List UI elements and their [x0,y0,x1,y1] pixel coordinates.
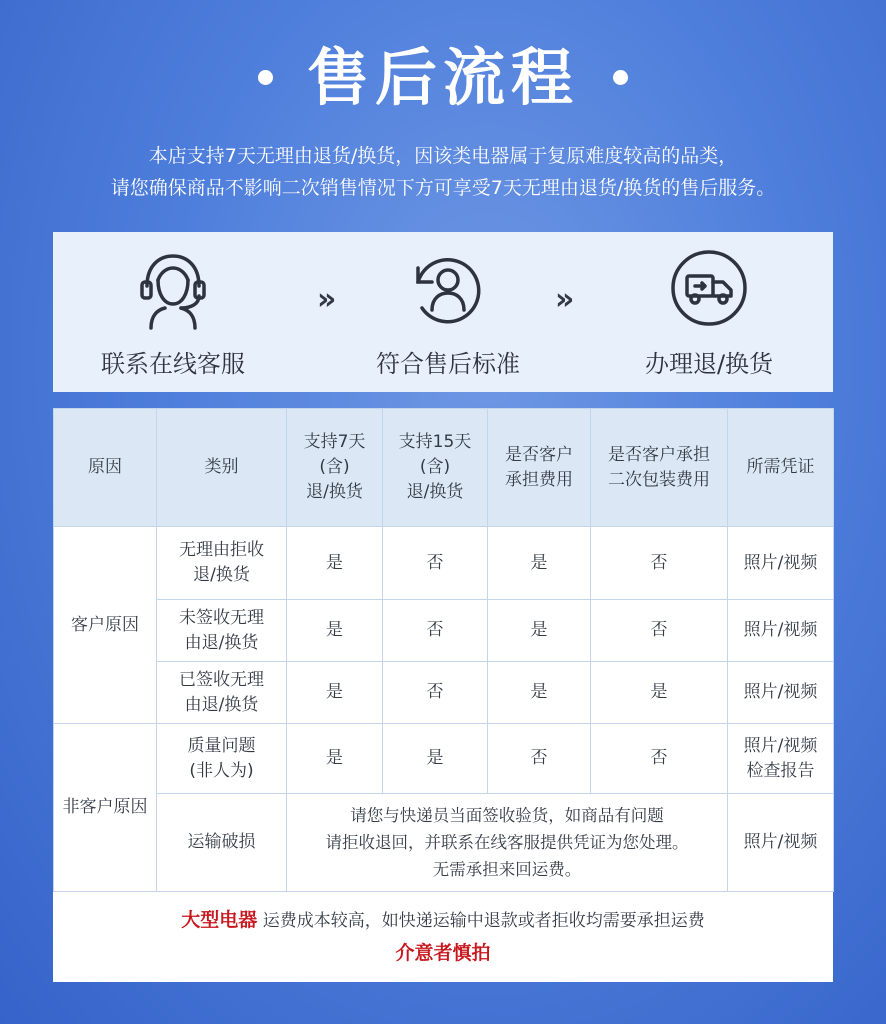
header-repack-fee: 是否客户承担 二次包装费用 [591,409,728,527]
cell-15day: 是 [383,724,488,794]
cell-7day: 是 [287,527,383,600]
title-dot-right [613,70,628,85]
intro-line-2: 请您确保商品不影响二次销售情况下方可享受7天无理由退货/换货的售后服务。 [110,177,776,199]
cell-fee: 否 [488,724,591,794]
intro-line-1: 本店支持7天无理由退货/换货，因该类电器属于复原难度较高的品类， [148,145,738,167]
title-row [0,38,886,118]
policy-table [53,408,834,892]
step-label: 办理退/换货 [644,350,774,378]
cell-7day: 是 [287,600,383,662]
header-7day: 支持7天 (含) 退/换货 [287,409,383,527]
table-row [54,527,834,600]
cell-fee: 是 [488,600,591,662]
footer-warning: 介意者慎拍 [395,942,491,964]
delivery-truck-icon [667,246,751,330]
policy-table-panel [53,408,833,982]
footer-highlight: 大型电器 [181,909,258,931]
cell-category: 未签收无理 由退/换货 [157,600,287,662]
cell-15day: 否 [383,527,488,600]
intro-text [0,140,886,204]
chevron-right-icon: » [555,282,569,317]
header-proof: 所需凭证 [728,409,834,527]
cell-repack: 否 [591,600,728,662]
header-category: 类别 [157,409,287,527]
cell-7day: 是 [287,724,383,794]
cell-proof: 照片/视频 [728,662,834,724]
cell-7day: 是 [287,662,383,724]
process-panel [53,232,833,392]
footer-text: 运费成本较高，如快递运输中退款或者拒收均需要承担运费 [262,911,705,931]
step-check-standard [328,246,568,379]
step-label: 联系在线客服 [101,350,245,378]
cell-proof: 照片/视频 [728,794,834,892]
cell-proof: 照片/视频 [728,600,834,662]
cell-category: 质量问题 (非人为) [157,724,287,794]
headset-agent-icon [131,246,215,330]
cell-proof: 照片/视频 [728,527,834,600]
page-title: 售后流程 [306,41,579,114]
cell-repack: 否 [591,527,728,600]
cell-transport-note: 请您与快递员当面签收验货，如商品有问题 请拒收退回，并联系在线客服提供凭证为您处理。 无需承担来回运费。 [287,794,728,892]
table-row [54,794,834,892]
cell-15day: 否 [383,600,488,662]
table-row [54,600,834,662]
header-reason: 原因 [54,409,157,527]
cell-proof: 照片/视频 检查报告 [728,724,834,794]
cell-repack: 是 [591,662,728,724]
footer-note-line [53,905,833,932]
chevron-right-icon: » [317,282,331,317]
user-check-icon [406,246,490,330]
cell-fee: 是 [488,662,591,724]
header-customer-fee: 是否客户 承担费用 [488,409,591,527]
step-contact-service [53,246,293,379]
footer-note [53,891,833,982]
cell-category: 已签收无理 由退/换货 [157,662,287,724]
cell-fee: 是 [488,527,591,600]
header-15day: 支持15天 (含) 退/换货 [383,409,488,527]
table-header-row [54,409,834,527]
step-return-exchange [589,246,829,379]
table-row [54,662,834,724]
cell-15day: 否 [383,662,488,724]
cell-repack: 否 [591,724,728,794]
group-customer-reason: 客户原因 [54,527,157,724]
cell-category: 运输破损 [157,794,287,892]
cell-category: 无理由拒收 退/换货 [157,527,287,600]
group-non-customer-reason: 非客户原因 [54,724,157,892]
step-label: 符合售后标准 [376,350,520,378]
table-row [54,724,834,794]
